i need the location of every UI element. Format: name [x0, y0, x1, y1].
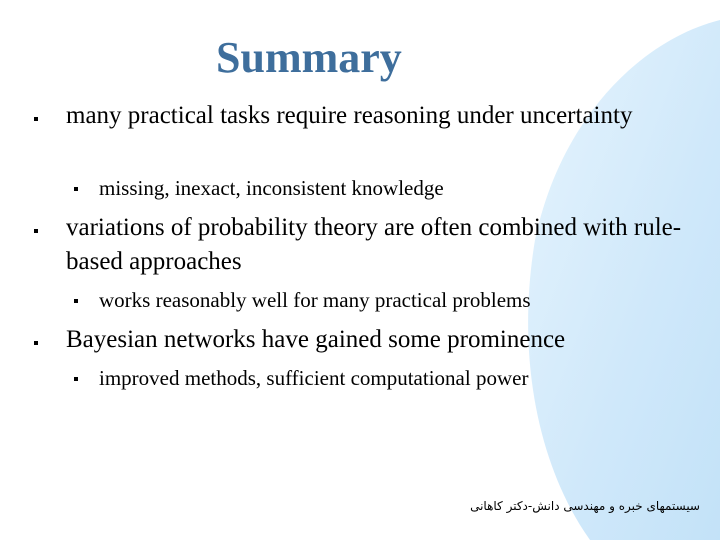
sub-bullet-item: works reasonably well for many practical problems — [99, 288, 531, 312]
sub-bullet-marker — [74, 377, 78, 381]
sub-bullet-marker — [74, 299, 78, 303]
blue-wave-shape — [528, 20, 720, 540]
page-title: Summary — [216, 33, 402, 82]
bullet-item: Bayesian networks have gained some prominence — [66, 326, 566, 353]
bullet-marker — [34, 341, 38, 345]
bullet-item: variations of probability theory are often combined with rule-based approaches — [66, 214, 682, 275]
bullet-marker — [34, 117, 38, 121]
bullet-marker — [34, 229, 38, 233]
sub-bullet-item: missing, inexact, inconsistent knowledge — [99, 176, 444, 200]
sub-bullet-marker — [74, 187, 78, 191]
sub-bullet-item: improved methods, sufficient computational power — [99, 366, 529, 390]
footer-text: سیستمهای خبره و مهندسی دانش-دکتر کاهانی — [470, 499, 700, 513]
bullet-item: many practical tasks require reasoning under uncertainty — [66, 102, 633, 129]
